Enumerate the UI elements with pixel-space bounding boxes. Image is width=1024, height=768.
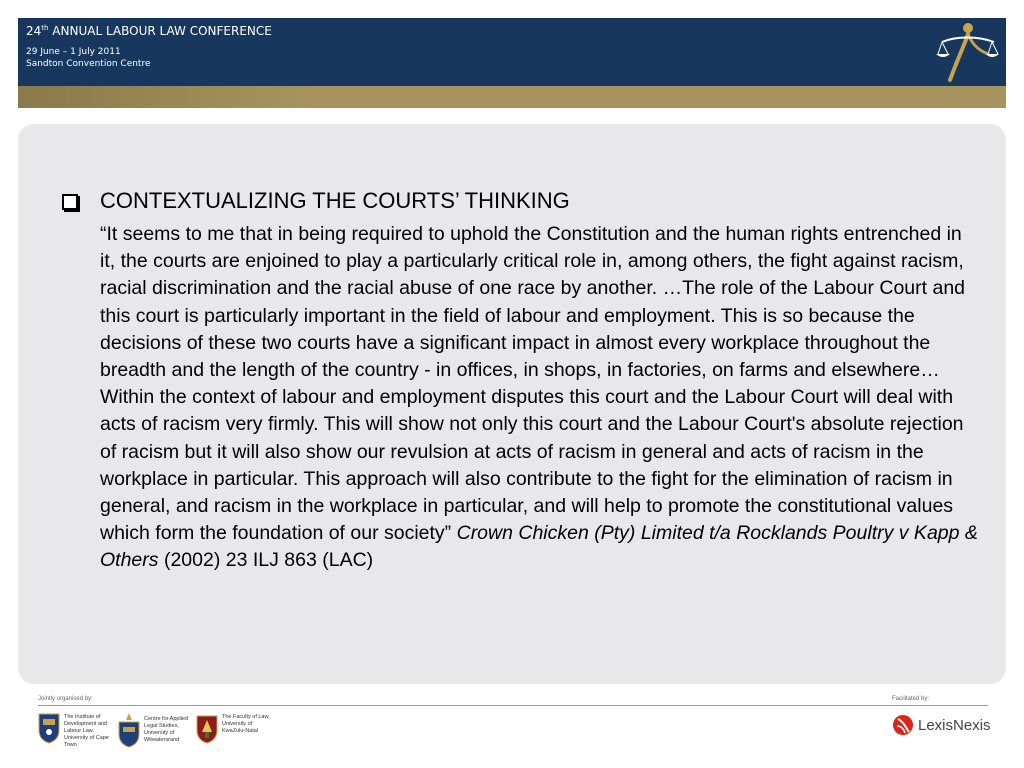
case-citation: (2002) 23 ILJ 863 (LAC)	[158, 549, 374, 572]
ukzn-crest-icon	[196, 712, 218, 744]
footer-divider	[38, 705, 988, 706]
conference-details	[26, 46, 151, 70]
conference-title	[26, 24, 272, 38]
sponsor-footer	[0, 690, 1024, 768]
facilitated-by-label: Facilitated by:	[892, 696, 930, 702]
slide-heading: CONTEXTUALIZING THE COURTS’ THINKING	[100, 188, 570, 213]
organised-by-label: Jointly organised by:	[38, 696, 93, 702]
conference-name: ANNUAL LABOUR LAW CONFERENCE	[52, 24, 272, 38]
checkbox-bullet-icon	[62, 194, 78, 210]
lexisnexis-icon	[892, 714, 914, 736]
partner-uct	[38, 712, 118, 752]
conference-ordinal: th	[41, 24, 49, 32]
partner-wits-text: Centre for Applied Legal Studies, University of Witwatersrand	[144, 716, 189, 743]
conference-number: 24	[26, 24, 42, 38]
case-name: Crown Chicken (Pty) Limited t/a Rocklands Poultry v Kapp & Others	[100, 522, 978, 572]
partner-uct-text: The Institute of Development and Labour Law, University of Cape Town	[64, 714, 109, 748]
partner-ukzn	[196, 712, 276, 752]
conference-venue: Sandton Convention Centre	[26, 59, 151, 69]
scales-of-justice-icon	[928, 20, 1000, 84]
uct-crest-icon	[38, 712, 60, 744]
partner-wits	[118, 712, 198, 752]
tagline-band	[18, 86, 1006, 108]
wits-crest-icon	[118, 712, 140, 748]
court-quote	[100, 221, 980, 575]
conference-dates: 29 June – 1 July 2011	[26, 47, 121, 57]
sponsor-name: LexisNexis	[918, 717, 991, 734]
conference-header	[18, 18, 1006, 108]
quote-text: “It seems to me that in being required to uphold the Constitution and the human rights entrenched in it, the courts are enjoined to play a particularly critical role in, among others, the fight against racism, racial discrimination and the racial abuse of one race by another. …The role of the Labour Court and this court is particularly important in the field of labour and employment. This is so because the decisions of these two courts have a significant impact in almost every workplace throughout the breadth and the length of the country - in offices, in shops, in factories, on farms and elsewhere… Within the context of labour and employment disputes this court and the Labour Court will deal with acts of racism very firmly. This will show not only this court and the Labour Court's absolute rejection of racism but it will also show our revulsion at acts of racism in general and acts of racism in the workplace in particular. This approach will also contribute to the fight for the elimination of racism in general, and racism in the workplace in particular, and will help to promote the constitutional values which form the foundation of our society”	[100, 223, 966, 545]
content-panel	[18, 124, 1006, 684]
header-banner	[18, 18, 1006, 86]
partner-ukzn-text: The Faculty of Law, University of KwaZulu-Natal	[222, 714, 270, 734]
